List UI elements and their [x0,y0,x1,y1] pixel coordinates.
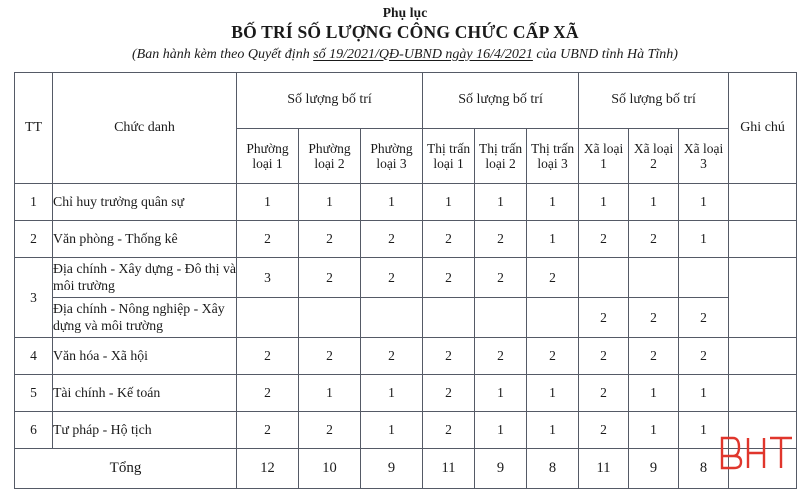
table-row [15,375,797,412]
total-thitran-1: 11 [423,449,475,489]
cell-note [729,412,797,449]
cell-xa-2: 2 [629,298,679,338]
cell-thitran-3: 2 [527,338,579,375]
total-xa-3: 8 [679,449,729,489]
cell-xa-3: 2 [679,298,729,338]
cell-phuong-2: 2 [299,412,361,449]
cell-note [729,258,797,338]
cell-thitran-1: 2 [423,375,475,412]
cell-thitran-1: 2 [423,258,475,298]
cell-thitran-3: 1 [527,221,579,258]
cell-phuong-3: 1 [361,412,423,449]
cell-thitran-1 [423,298,475,338]
cell-thitran-1: 2 [423,221,475,258]
cell-note [729,184,797,221]
row-position-name: Văn hóa - Xã hội [53,338,237,375]
header-note: Ghi chú [729,73,797,184]
cell-xa-1: 2 [579,412,629,449]
row-index: 4 [15,338,53,375]
cell-phuong-3: 2 [361,258,423,298]
total-xa-2: 9 [629,449,679,489]
cell-phuong-2: 2 [299,338,361,375]
cell-xa-3 [679,258,729,298]
cell-note [729,221,797,258]
cell-xa-1 [579,258,629,298]
table-row [15,221,797,258]
cell-phuong-1: 3 [237,258,299,298]
header-sub-phuong-1: Phường loại 1 [237,129,299,184]
cell-xa-2: 2 [629,338,679,375]
document-subtitle [0,47,810,64]
cell-phuong-2: 1 [299,184,361,221]
cell-phuong-2: 1 [299,375,361,412]
cell-thitran-1: 2 [423,412,475,449]
total-note [729,449,797,489]
cell-xa-2 [629,258,679,298]
cell-xa-2: 2 [629,221,679,258]
subtitle-suffix: của UBND tỉnh Hà Tĩnh) [532,46,678,62]
cell-thitran-2: 1 [475,184,527,221]
cell-thitran-3: 1 [527,412,579,449]
total-phuong-3: 9 [361,449,423,489]
cell-thitran-2: 2 [475,221,527,258]
header-group-phuong: Số lượng bố trí [237,73,423,129]
cell-xa-2: 1 [629,375,679,412]
header-sub-phuong-3: Phường loại 3 [361,129,423,184]
header-group-xa: Số lượng bố trí [579,73,729,129]
total-thitran-2: 9 [475,449,527,489]
table-body [15,184,797,489]
cell-phuong-2: 2 [299,221,361,258]
row-index: 3 [15,258,53,338]
table-row [15,258,797,298]
row-position-name: Văn phòng - Thống kê [53,221,237,258]
table-row [15,412,797,449]
header-sub-thitran-2: Thị trấn loại 2 [475,129,527,184]
cell-xa-2: 1 [629,412,679,449]
cell-note [729,338,797,375]
row-position-name: Tư pháp - Hộ tịch [53,412,237,449]
total-xa-1: 11 [579,449,629,489]
header-sub-xa-2: Xã loại 2 [629,129,679,184]
cell-xa-3: 1 [679,412,729,449]
header-group-thitran: Số lượng bố trí [423,73,579,129]
row-position-name: Chỉ huy trưởng quân sự [53,184,237,221]
header-sub-xa-1: Xã loại 1 [579,129,629,184]
cell-xa-1: 2 [579,375,629,412]
cell-phuong-3: 2 [361,221,423,258]
header-sub-thitran-3: Thị trấn loại 3 [527,129,579,184]
cell-phuong-2: 2 [299,258,361,298]
header-sub-phuong-2: Phường loại 2 [299,129,361,184]
cell-xa-3: 2 [679,338,729,375]
cell-xa-3: 1 [679,184,729,221]
document-title: BỐ TRÍ SỐ LƯỢNG CÔNG CHỨC CẤP XÃ [231,21,579,42]
row-index: 5 [15,375,53,412]
cell-phuong-1: 2 [237,412,299,449]
cell-xa-1: 2 [579,298,629,338]
table-row [15,338,797,375]
table-header [15,73,797,184]
cell-thitran-2: 2 [475,338,527,375]
cell-thitran-2: 1 [475,375,527,412]
cell-xa-3: 1 [679,375,729,412]
cell-xa-1: 2 [579,338,629,375]
subtitle-decision-reference: số 19/2021/QĐ-UBND ngày 16/4/2021 [313,46,533,62]
allocation-table [14,72,797,489]
cell-xa-1: 2 [579,221,629,258]
cell-thitran-3: 2 [527,258,579,298]
cell-thitran-1: 2 [423,338,475,375]
cell-phuong-1: 2 [237,221,299,258]
row-index: 2 [15,221,53,258]
document-heading [0,0,810,63]
cell-xa-1: 1 [579,184,629,221]
allocation-table-container [14,72,796,489]
cell-phuong-3: 1 [361,375,423,412]
annex-label: Phụ lục [382,5,428,20]
row-index: 6 [15,412,53,449]
table-row [15,298,797,338]
cell-phuong-1: 1 [237,184,299,221]
header-sub-xa-3: Xã loại 3 [679,129,729,184]
row-position-name: Tài chính - Kế toán [53,375,237,412]
total-phuong-2: 10 [299,449,361,489]
cell-thitran-2: 1 [475,412,527,449]
cell-phuong-3: 1 [361,184,423,221]
header-tt: TT [15,73,53,184]
table-total-row [15,449,797,489]
cell-phuong-2 [299,298,361,338]
subtitle-prefix: (Ban hành kèm theo Quyết định [132,46,314,62]
cell-xa-3: 1 [679,221,729,258]
cell-phuong-3 [361,298,423,338]
table-row [15,184,797,221]
cell-thitran-3: 1 [527,184,579,221]
cell-phuong-1: 2 [237,375,299,412]
cell-phuong-1: 2 [237,338,299,375]
header-sub-thitran-1: Thị trấn loại 1 [423,129,475,184]
cell-phuong-3: 2 [361,338,423,375]
total-thitran-3: 8 [527,449,579,489]
cell-note [729,375,797,412]
header-position: Chức danh [53,73,237,184]
cell-thitran-3 [527,298,579,338]
cell-phuong-1 [237,298,299,338]
cell-thitran-2 [475,298,527,338]
total-label: Tổng [15,449,237,489]
total-phuong-1: 12 [237,449,299,489]
cell-thitran-3: 1 [527,375,579,412]
row-position-name: Địa chính - Nông nghiệp - Xây dựng và môi trường [53,298,237,338]
row-index: 1 [15,184,53,221]
cell-thitran-1: 1 [423,184,475,221]
cell-thitran-2: 2 [475,258,527,298]
row-position-name: Địa chính - Xây dựng - Đô thị và môi trường [53,258,237,298]
cell-xa-2: 1 [629,184,679,221]
header-row-groups [15,73,797,129]
